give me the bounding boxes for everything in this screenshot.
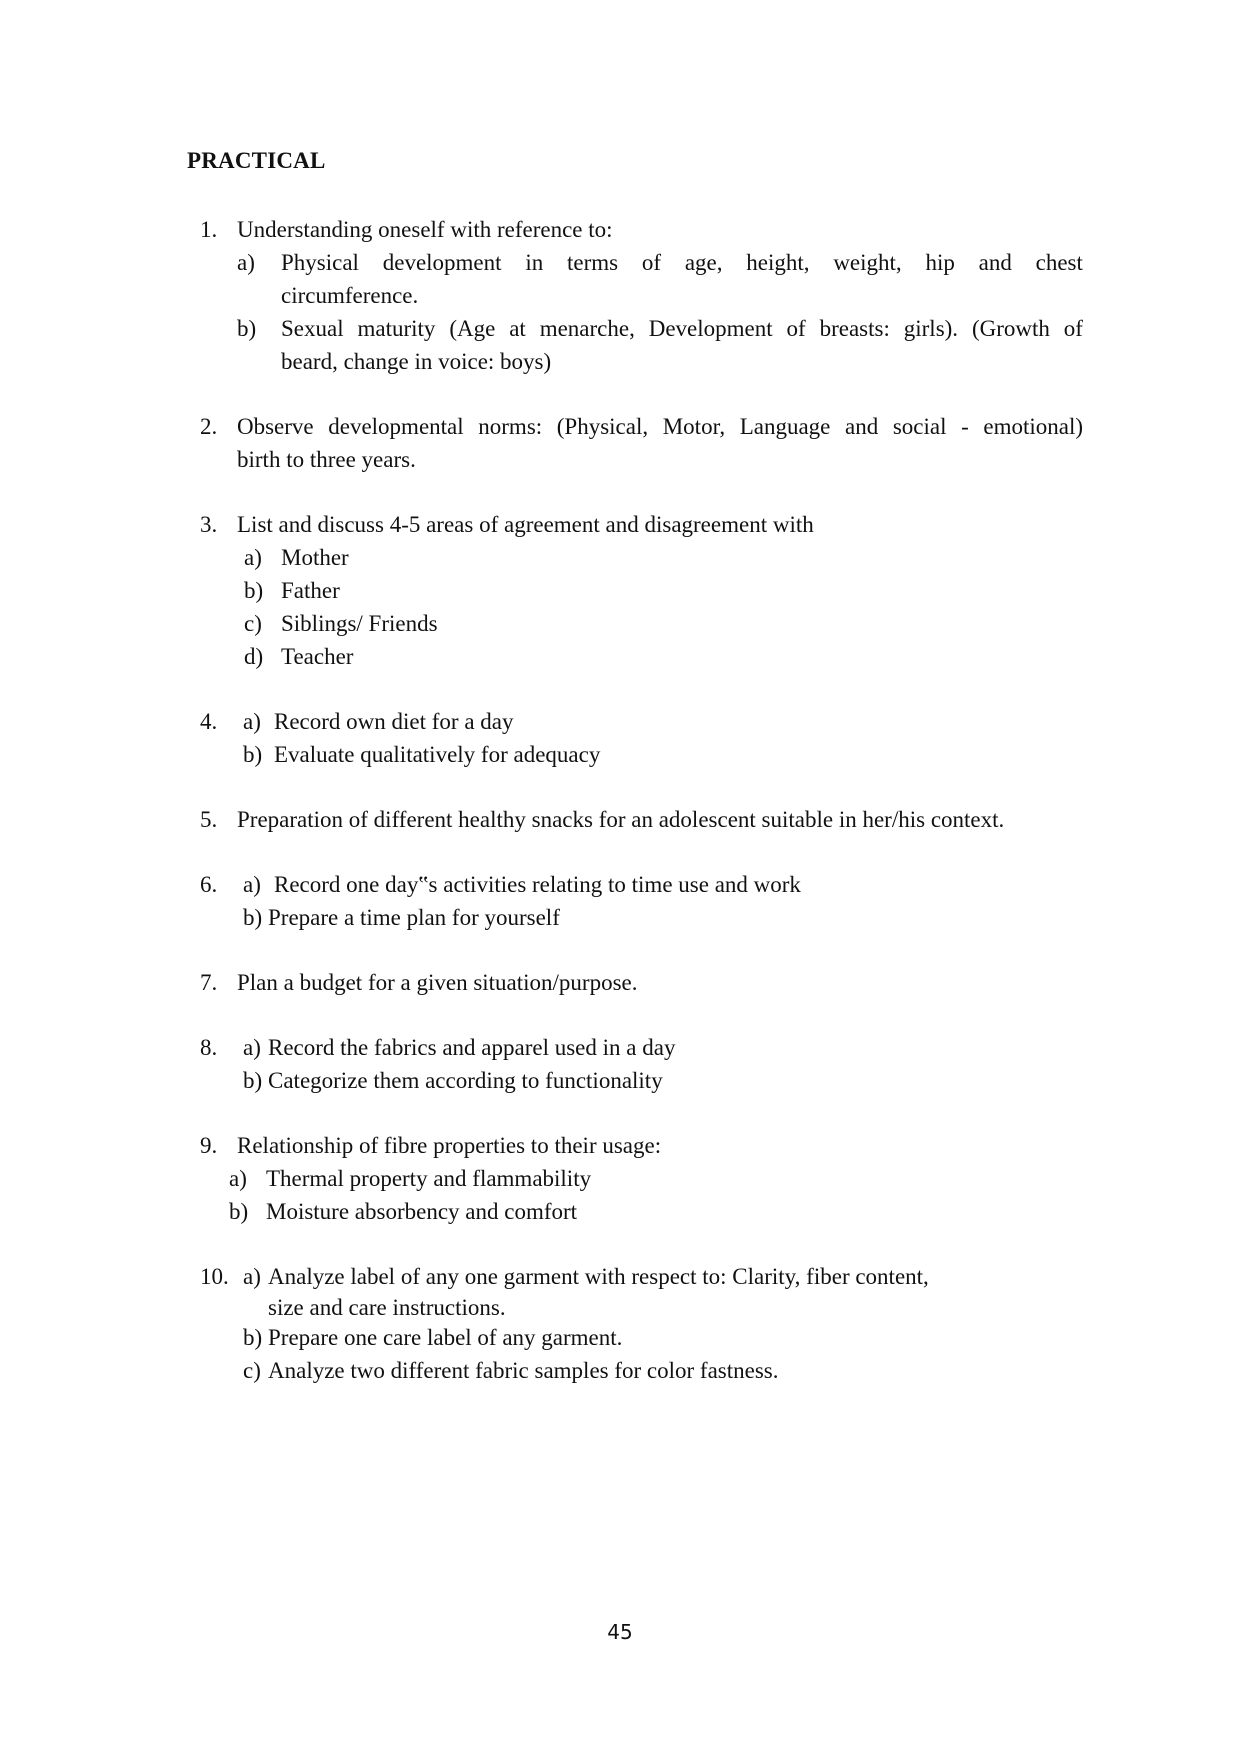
sub-text: Analyze two different fabric samples for color fastness. [268,1358,779,1383]
word: weight, [833,250,902,275]
sub-label: a) [237,250,255,275]
word: of [641,250,662,275]
sub-text: Categorize them according to functionality [268,1068,663,1093]
item-number: 8. [200,1035,218,1060]
word: age, [684,250,723,275]
sub-label: a) [229,1166,247,1191]
word: Language [739,414,831,439]
sub-label: c) [244,611,262,636]
sub-text: Mother [281,545,349,570]
word: development [382,250,502,275]
item-text-line: birth to three years. [237,447,416,472]
word: Development [648,316,773,341]
item-text: Plan a budget for a given situation/purpose. [237,970,638,995]
sub-text: Prepare one care label of any garment. [268,1325,623,1350]
word: (Age [449,316,496,341]
word: hip [925,250,955,275]
word: Motor, [662,414,726,439]
word: in [525,250,544,275]
word: height, [746,250,810,275]
word: (Growth [971,316,1050,341]
sub-text: Evaluate qualitatively for adequacy [274,742,601,767]
sub-label: b) [243,905,263,930]
sub-text: Analyze label of any one garment with respect to: Clarity, fiber content, [268,1264,929,1289]
item-number: 3. [200,512,218,537]
sub-text: Record own diet for a day [274,709,514,734]
word: and [844,414,879,439]
word: (Physical, [556,414,649,439]
word: Sexual [281,316,344,341]
word: Physical [281,250,359,275]
item-number: 7. [200,970,218,995]
sub-label: d) [244,644,264,669]
sub-text: Siblings/ Friends [281,611,438,636]
sub-text: Father [281,578,340,603]
item-text-line [237,410,1083,443]
sub-text-line: size and care instructions. [268,1295,506,1320]
word: norms: [478,414,543,439]
sub-label: b) [243,1068,263,1093]
item-number: 6. [200,872,218,897]
sub-text: Moisture absorbency and comfort [266,1199,578,1224]
word: of [1063,316,1083,341]
sub-text-line: beard, change in voice: boys) [281,349,552,374]
sub-label: a) [243,709,261,734]
sub-label: b) [243,1325,263,1350]
item-number: 4. [200,709,218,734]
word: - [961,414,969,439]
sub-text-line [281,312,1083,345]
item-text: Relationship of fibre properties to their usage: [237,1133,662,1158]
item-text: Understanding oneself with reference to: [237,217,613,242]
sub-text: Thermal property and flammability [266,1166,592,1191]
word: developmental [328,414,464,439]
sub-text: Record one day‟s activities relating to time use and work [274,872,801,897]
sub-label: a) [243,1035,261,1060]
word: terms [566,250,619,275]
item-number: 2. [200,414,218,439]
word: emotional) [983,414,1083,439]
item-number: 10. [200,1264,229,1289]
page-number: 45 [607,1620,633,1644]
word: at [509,316,526,341]
word: and [978,250,1012,275]
word: maturity [357,316,436,341]
word: breasts: [819,316,890,341]
sub-label: b) [244,578,264,603]
sub-label: b) [237,316,257,341]
sub-text-line: circumference. [281,283,419,308]
section-heading: PRACTICAL [187,148,326,173]
sub-label: a) [243,1264,261,1289]
word: girls). [903,316,959,341]
word: of [786,316,806,341]
item-number: 5. [200,807,218,832]
sub-label: b) [243,742,263,767]
sub-label: a) [244,545,262,570]
sub-text: Record the fabrics and apparel used in a day [268,1035,676,1060]
sub-label: b) [229,1199,249,1224]
sub-text: Teacher [281,644,354,669]
sub-label: a) [243,872,261,897]
word: Observe [237,414,314,439]
sub-text-line [281,246,1083,279]
sub-label: c) [243,1358,261,1383]
word: chest [1035,250,1083,275]
word: social [892,414,947,439]
sub-text: Prepare a time plan for yourself [268,905,560,930]
item-text: Preparation of different healthy snacks for an adolescent suitable in her/his context. [237,807,1005,832]
word: menarche, [539,316,635,341]
item-text: List and discuss 4-5 areas of agreement and disagreement with [237,512,814,537]
item-number: 1. [200,217,218,242]
item-number: 9. [200,1133,218,1158]
